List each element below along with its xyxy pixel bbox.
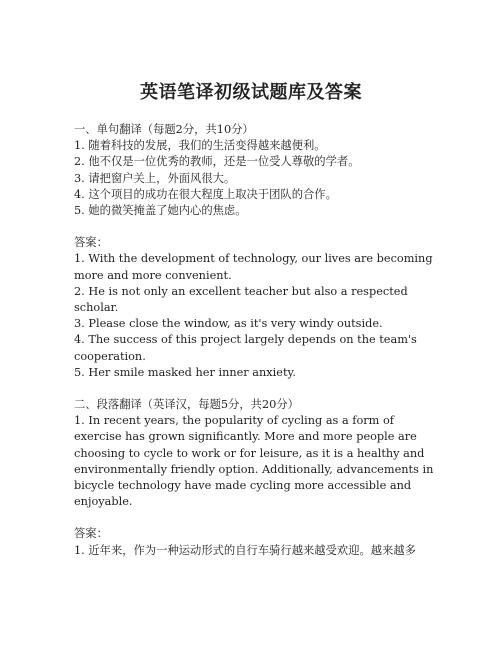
question-item: 3. 请把窗户关上，外面风很大。: [74, 171, 236, 185]
question-item: 4. 这个项目的成功在很大程度上取决于团队的合作。: [74, 187, 337, 201]
spacer: [74, 219, 434, 235]
paragraph-question: 1. In recent years, the popularity of cycling as a form of exercise has grown significantly. More and more people are choosing to cycle to work or for leisure, as it is a healthy and environmentally friendly option. Additionally, advancements in bicycle technology have made cycling more accessible and enjoyable.: [74, 414, 434, 509]
answer-item: 5. Her smile masked her inner anxiety.: [74, 365, 296, 379]
answers-heading: 答案：: [74, 236, 108, 250]
question-item: 2. 他不仅是一位优秀的教师，还是一位受人尊敬的学者。: [74, 155, 360, 169]
section-heading-paragraph-translation: 二、段落翻译（英译汉，每题5分，共20分）: [74, 398, 299, 412]
spacer: [74, 510, 434, 526]
answer-first-line: 1. 近年来，作为一种运动形式的自行车骑行越来越受欢迎。越来越多: [74, 543, 416, 557]
question-item: 5. 她的微笑掩盖了她内心的焦虑。: [74, 204, 247, 218]
document-content: [74, 122, 434, 559]
answers-heading: 答案：: [74, 527, 108, 541]
question-item: 1. 随着科技的发展，我们的生活变得越来越便利。: [74, 139, 326, 153]
section-heading-single-sentence: 一、单句翻译（每题2分，共10分）: [74, 123, 254, 136]
document-title: 英语笔译初级试题库及答案: [140, 82, 362, 103]
answer-item: 4. The success of this project largely depends on the team's cooperation.: [74, 333, 417, 363]
answer-item: 3. Please close the window, as it's very windy outside.: [74, 317, 383, 331]
answer-item: 1. With the development of technology, our lives are becoming more and more convenient.: [74, 252, 433, 282]
answer-item: 2. He is not only an excellent teacher but also a respected scholar.: [74, 284, 408, 315]
spacer: [74, 381, 434, 397]
